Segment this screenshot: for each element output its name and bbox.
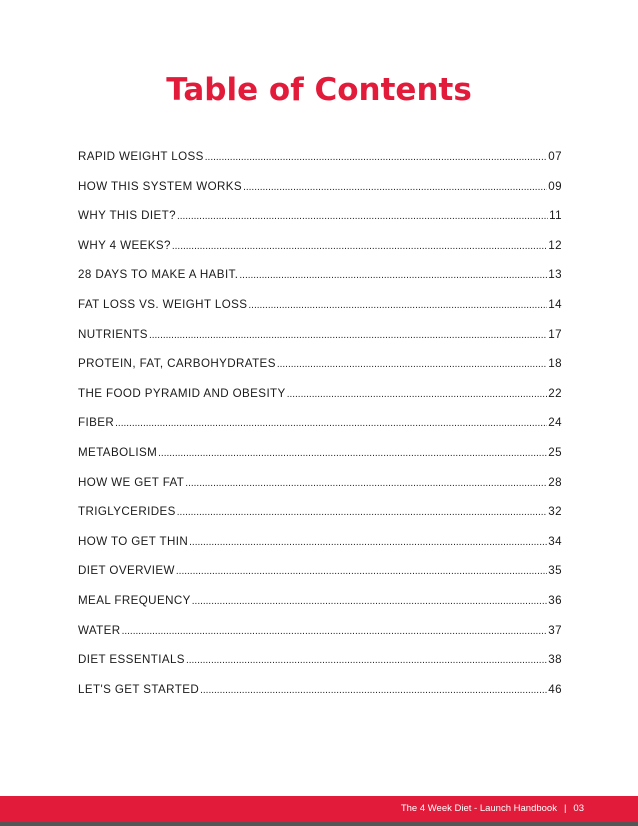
toc-entry-page: 32	[548, 505, 562, 519]
toc-entry-page: 12	[548, 238, 562, 252]
toc-entry-label: 28 DAYS TO MAKE A HABIT.	[78, 268, 239, 282]
toc-entry[interactable]	[78, 653, 562, 683]
toc-entry-label: WHY THIS DIET?	[78, 209, 176, 223]
toc-entry-label: THE FOOD PYRAMID AND OBESITY	[78, 386, 286, 400]
toc-entry[interactable]	[78, 683, 562, 713]
toc-dot-leader	[189, 537, 547, 548]
toc-entry-page: 17	[548, 327, 562, 341]
toc-entry[interactable]	[78, 564, 562, 594]
toc-entry-label: WATER	[78, 623, 121, 637]
toc-entry[interactable]	[78, 446, 562, 476]
toc-entry-label: LET'S GET STARTED	[78, 682, 200, 696]
page-title: Table of Contents	[166, 72, 472, 108]
toc-dot-leader	[176, 566, 547, 577]
toc-entry-label: TRIGLYCERIDES	[78, 505, 176, 519]
toc-entry-page: 34	[548, 534, 562, 548]
toc-entry[interactable]	[78, 624, 562, 654]
toc-entry[interactable]	[78, 535, 562, 565]
toc-entry-page: 11	[549, 209, 562, 223]
toc-dot-leader	[186, 655, 547, 666]
toc-entry-page: 22	[548, 386, 562, 400]
toc-entry-label: DIET ESSENTIALS	[78, 653, 185, 667]
footer-book-title: The 4 Week Diet - Launch Handbook	[400, 803, 557, 814]
toc-dot-leader	[205, 152, 548, 163]
toc-entry-label: METABOLISM	[78, 445, 158, 459]
toc-entry-page: 18	[548, 357, 562, 371]
toc-entry-label: RAPID WEIGHT LOSS	[78, 150, 204, 163]
toc-entry-label: PROTEIN, FAT, CARBOHYDRATES	[78, 357, 276, 371]
toc-dot-leader	[192, 596, 548, 607]
toc-dot-leader	[158, 448, 547, 459]
toc-entry-label: HOW TO GET THIN	[78, 534, 189, 548]
toc-dot-leader	[200, 685, 547, 696]
toc-dot-leader	[122, 626, 548, 637]
toc-entry-page: 24	[548, 416, 562, 430]
toc-entry-label: MEAL FREQUENCY	[78, 593, 191, 607]
toc-entry[interactable]	[78, 594, 562, 624]
toc-dot-leader	[149, 330, 547, 341]
toc-entry[interactable]	[78, 476, 562, 506]
toc-dot-leader	[248, 300, 547, 311]
toc-entry-label: WHY 4 WEEKS?	[78, 238, 171, 252]
toc-entry-page: 14	[548, 297, 562, 311]
footer-rule	[0, 822, 638, 826]
footer-separator: |	[563, 803, 567, 814]
toc-entry[interactable]	[78, 357, 562, 387]
toc-entry[interactable]	[78, 328, 562, 358]
toc-entry-page: 28	[548, 475, 562, 489]
toc-entry-page: 13	[548, 268, 562, 282]
table-of-contents	[78, 150, 562, 712]
page-number: 03	[573, 803, 584, 814]
toc-entry-label: FAT LOSS VS. WEIGHT LOSS	[78, 297, 248, 311]
toc-entry-page: 25	[548, 445, 562, 459]
toc-dot-leader	[287, 389, 548, 400]
toc-entry-label: NUTRIENTS	[78, 327, 148, 341]
toc-entry-page: 38	[548, 653, 562, 667]
toc-dot-leader	[243, 182, 547, 193]
toc-entry[interactable]	[78, 239, 562, 269]
toc-entry-label: HOW WE GET FAT	[78, 475, 185, 489]
toc-dot-leader	[115, 418, 547, 429]
toc-entry[interactable]	[78, 505, 562, 535]
toc-dot-leader	[177, 507, 548, 518]
toc-entry[interactable]	[78, 268, 562, 298]
toc-entry-label: DIET OVERVIEW	[78, 564, 175, 578]
toc-entry[interactable]	[78, 209, 562, 239]
toc-entry-page: 46	[548, 682, 562, 696]
toc-entry-page: 09	[548, 179, 562, 193]
toc-entry-label: FIBER	[78, 416, 115, 430]
toc-entry-page: 37	[548, 623, 562, 637]
toc-dot-leader	[277, 359, 547, 370]
toc-dot-leader	[172, 241, 547, 252]
footer-bar	[0, 796, 638, 822]
footer-text	[401, 796, 584, 822]
toc-entry-label: HOW THIS SYSTEM WORKS	[78, 179, 243, 193]
toc-entry[interactable]	[78, 298, 562, 328]
toc-entry[interactable]	[78, 180, 562, 210]
toc-entry-page: 36	[548, 593, 562, 607]
toc-dot-leader	[185, 478, 547, 489]
toc-entry[interactable]	[78, 416, 562, 446]
toc-dot-leader	[177, 211, 548, 222]
toc-dot-leader	[239, 270, 547, 281]
toc-entry-page: 07	[548, 150, 562, 163]
toc-entry-page: 35	[548, 564, 562, 578]
toc-entry[interactable]	[78, 150, 562, 180]
toc-entry[interactable]	[78, 387, 562, 417]
